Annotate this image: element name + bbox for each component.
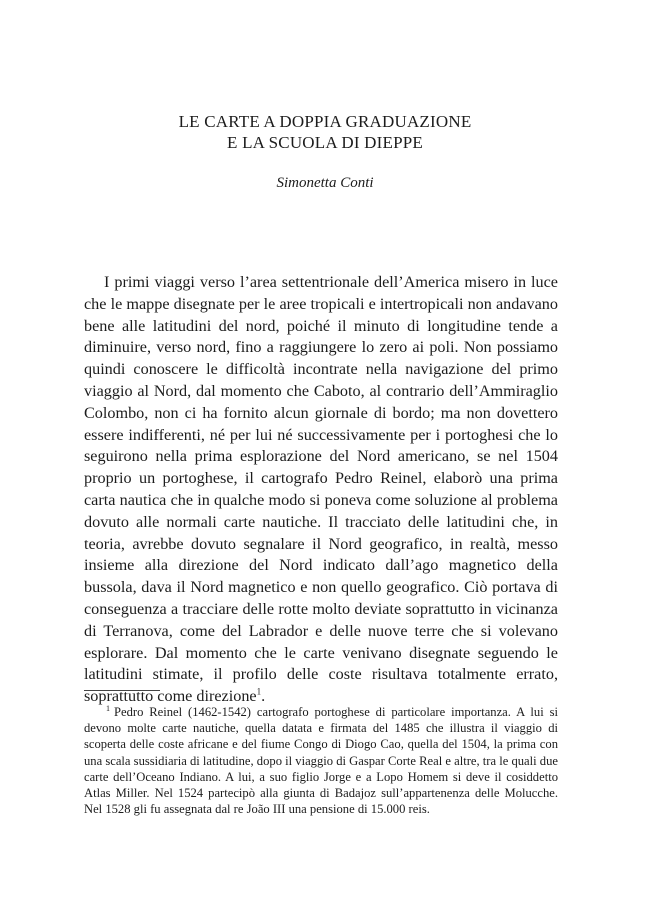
chapter-title-line-1 — [0, 111, 650, 132]
chapter-title-text-2: E LA SCUOLA DI DIEPPE — [227, 133, 423, 152]
body-paragraph: I primi viaggi verso l’area settentrionale dell’America misero in luce che le mappe disegnate per le aree tropicali e intertropicali non andavano bene alle latitudini del nord, poiché il minuto di longitudine tende a diminuire, verso nord, fino a raggiungere lo zero ai poli. Non possiamo quindi conoscere le difficoltà incontrate nella navigazione del primo viaggio al Nord, dal momento che Caboto, al contrario dell’Ammiraglio Colombo, non ci ha fornito alcun giornale di bordo; ma non dovettero essere indifferenti, né per lui né successivamente per i portoghesi che lo seguirono nella prima esplorazione del Nord americano, se nel 1504 proprio un portoghese, il cartografo Pedro Reinel, elaborò una prima carta nautica che in qualche modo si poneva come soluzione al problema dovuto alle normali carte nautiche. Il tracciato delle latitudini che, in teoria, avrebbe dovuto segnalare il Nord geografico, in realtà, messo insieme alla direzione del Nord indicato dall’ago magnetico della bussola, dava il Nord magnetico e non quello geografico. Ciò portava di conseguenza a tracciare delle rotte molto deviate soprattutto in vicinanza di Terranova, come del Labrador e delle nuove terre che si volevano esplorare. Dal momento che le carte venivano disegnate seguendo le latitudini stimate, il profilo delle coste risultava totalmente errato, soprattutto come direzione$^1$. — [84, 273, 558, 706]
chapter-title-text-1: LE CARTE A DOPPIA GRADUAZIONE — [178, 112, 472, 131]
body-text — [84, 272, 558, 708]
author-name: Simonetta Conti — [276, 175, 374, 191]
chapter-title-line-2 — [0, 132, 650, 153]
footnote-paragraph — [84, 704, 558, 817]
footnote-reference[interactable]: 1 — [256, 686, 262, 697]
footnote-separator — [84, 690, 160, 691]
footnote-text: Pedro Reinel (1462-1542) cartografo portoghese di particolare importanza. A lui si devono molte carte nautiche, quella datata e firmata del 1485 che illustra il viaggio di scoperta delle coste africane e del fiume Congo di Diogo Cao, quella del 1504, la prima con una scala sussidiaria di latitudine, dopo il viaggio di Gaspar Corte Real e altre, tra le quali due carte dell’Oceano Indiano. A lui, a suo figlio Jorge e a Lopo Homem si deve il cosiddetto Atlas Miller. Nel 1524 partecipò alla giunta di Badajoz sull’appartenenza delle Molucche. Nel 1528 gli fu assegnata dal re João III una pensione di 15.000 reis. — [84, 705, 558, 817]
footnote-marker: 1 — [106, 703, 110, 713]
body-paragraph-text: I primi viaggi verso l’area settentrionale dell’America misero in luce che le mappe disegnate per le aree tropicali e intertropicali non andavano bene alle latitudini del nord, poiché il minuto di longitudine tende a diminuire, verso nord, fino a raggiungere lo zero ai poli. Non possiamo quindi conoscere le difficoltà incontrate nella navigazione del primo viaggio al Nord, dal momento che Caboto, al contrario dell’Ammiraglio Colombo, non ci ha fornito alcun giornale di bordo; ma non dovettero essere indifferenti, né per lui né successivamente per i portoghesi che lo seguirono nella prima esplorazione del Nord americano, se nel 1504 proprio un portoghese, il cartografo Pedro Reinel, elaborò una prima carta nautica che in qualche modo si poneva come soluzione al problema dovuto alle normali carte nautiche. Il tracciato delle latitudini che, in teoria, avrebbe dovuto segnalare il Nord geografico, in realtà, messo insieme alla direzione del Nord indicato dall’ago magnetico della bussola, dava il Nord magnetico e non quello geografico. Ciò portava di conseguenza a tracciare delle rotte molto deviate soprattutto in vicinanza di Terranova, come del Labrador e delle nuove terre che si volevano esplorare. Dal momento che le carte venivano disegnate seguendo le latitudini stimate, il profilo delle coste risultava totalmente errato, soprattutto come direzione — [84, 273, 558, 706]
footnote — [84, 704, 558, 817]
